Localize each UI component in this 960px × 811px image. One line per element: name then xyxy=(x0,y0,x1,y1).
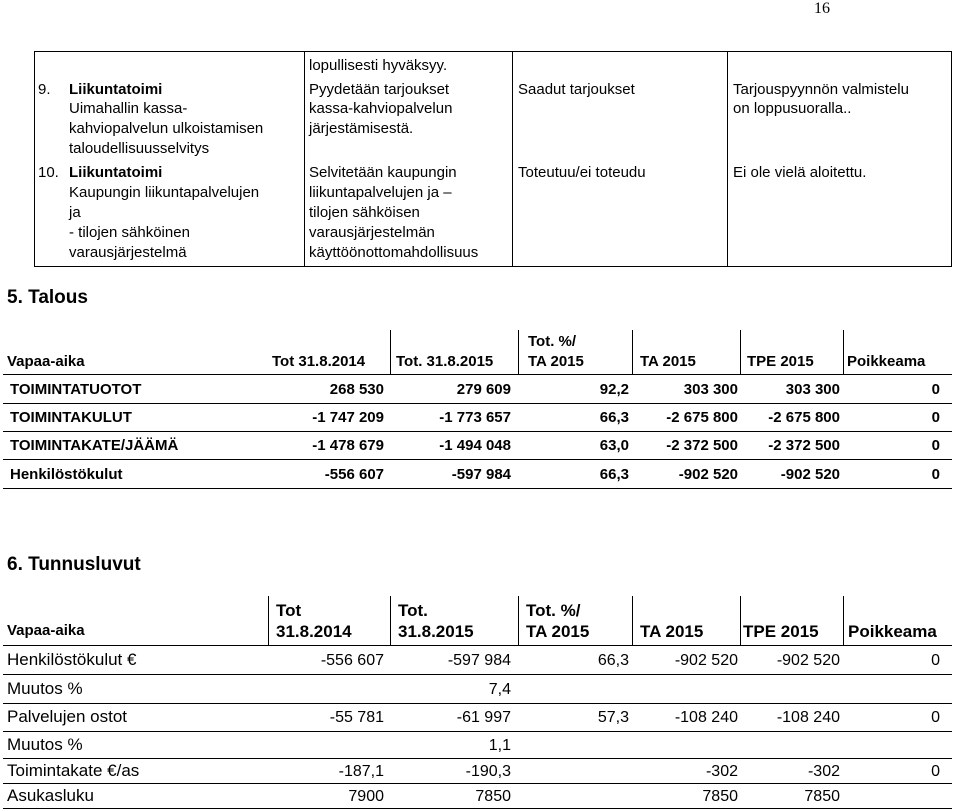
table-rule xyxy=(390,330,391,374)
column-header: TA 2015 xyxy=(640,622,704,641)
cell-value: 66,3 xyxy=(597,652,629,669)
table-rule xyxy=(3,645,952,646)
row-action: liikuntapalvelujen ja – xyxy=(309,184,452,201)
row-action: tilojen sähköisen xyxy=(309,204,420,221)
row-label: Asukasluku xyxy=(7,786,94,805)
cell-value: -1 478 679 xyxy=(312,437,384,454)
table-rule xyxy=(632,596,633,645)
cell-value: -55 781 xyxy=(329,709,384,726)
row-subject: - tilojen sähköinen xyxy=(69,224,190,241)
column-header: TA 2015 xyxy=(640,353,696,370)
table-rule xyxy=(843,596,844,645)
table-rule xyxy=(518,596,519,645)
table-rule xyxy=(632,330,633,374)
table-border xyxy=(34,51,35,267)
column-header: Tot. xyxy=(398,601,428,620)
row-status: Tarjouspyynnön valmistelu xyxy=(733,81,909,98)
table-border xyxy=(727,51,728,267)
table-rule xyxy=(3,703,952,704)
column-header: TA 2015 xyxy=(526,622,590,641)
column-header: Tot xyxy=(276,601,302,620)
row-label: Henkilöstökulut € xyxy=(7,650,137,669)
row-label: TOIMINTATUOTOT xyxy=(10,381,142,398)
table-rule xyxy=(3,431,952,432)
cell-value: 57,3 xyxy=(597,709,629,726)
row-number: 10. xyxy=(38,164,59,181)
table-border xyxy=(34,266,952,267)
cell-value: 63,0 xyxy=(599,437,629,454)
column-header: Vapaa-aika xyxy=(7,353,85,370)
row-label: Toimintakate €/as xyxy=(7,761,140,780)
section-title-talous: 5. Talous xyxy=(7,287,88,308)
cell-value: -902 520 xyxy=(678,466,738,483)
table-rule xyxy=(268,596,269,645)
cell-value: -597 984 xyxy=(447,652,511,669)
column-header: TA 2015 xyxy=(528,353,584,370)
table-rule xyxy=(518,330,519,374)
row-action: varausjärjestelmän xyxy=(309,224,435,241)
row-status: Ei ole vielä aloitettu. xyxy=(733,164,867,181)
column-header: Tot. %/ xyxy=(526,601,581,620)
cell-value: 0 xyxy=(931,709,940,726)
row-indicator: Saadut tarjoukset xyxy=(518,81,635,98)
row-label: Muutos % xyxy=(7,735,83,754)
cell-value: 66,3 xyxy=(599,466,629,483)
cell-value: 0 xyxy=(931,437,940,454)
row-indicator: Toteutuu/ei toteudu xyxy=(518,164,646,181)
table-rule xyxy=(3,808,952,809)
cell-value: -302 xyxy=(705,763,738,780)
table-border xyxy=(34,51,952,52)
row-action: Selvitetään kaupungin xyxy=(309,164,457,181)
row-action: kassa-kahviopalvelun xyxy=(309,100,453,117)
cell-value: 268 530 xyxy=(329,381,384,398)
section-title-tunnusluvut: 6. Tunnusluvut xyxy=(7,554,141,575)
column-header: Poikkeama xyxy=(848,622,937,641)
cell-value: -108 240 xyxy=(674,709,738,726)
row-subject: ja xyxy=(69,204,81,221)
table-rule xyxy=(3,783,952,784)
row-subject: Uimahallin kassa- xyxy=(69,100,188,117)
cell-value: -902 520 xyxy=(776,652,840,669)
row-label: Henkilöstökulut xyxy=(10,466,123,483)
row-label: Muutos % xyxy=(7,679,83,698)
table-rule xyxy=(3,731,952,732)
cell-value: -902 520 xyxy=(780,466,840,483)
cell-value: 7,4 xyxy=(488,681,511,698)
column-header: 31.8.2014 xyxy=(276,622,352,641)
row-status: on loppusuoralla.. xyxy=(733,100,852,117)
cell-value: 0 xyxy=(931,409,940,426)
cell-value: 7850 xyxy=(804,788,840,805)
row-label: TOIMINTAKULUT xyxy=(10,409,132,426)
table-rule xyxy=(3,488,952,489)
table-rule xyxy=(3,403,952,404)
cell-value: 1,1 xyxy=(488,737,511,754)
cell-value: -190,3 xyxy=(465,763,511,780)
cell-value: 92,2 xyxy=(599,381,629,398)
cell-value: -302 xyxy=(807,763,840,780)
cell-value: -556 607 xyxy=(324,466,384,483)
row-heading: Liikuntatoimi xyxy=(69,164,163,181)
table-rule xyxy=(740,330,741,374)
cell-value: -108 240 xyxy=(776,709,840,726)
table-border xyxy=(304,51,305,267)
column-header: 31.8.2015 xyxy=(398,622,474,641)
table-border xyxy=(951,51,952,267)
cell-value: 279 609 xyxy=(456,381,511,398)
carryover-text: lopullisesti hyväksyy. xyxy=(309,57,448,74)
cell-value: -61 997 xyxy=(456,709,511,726)
table-rule xyxy=(3,459,952,460)
row-subject: Kaupungin liikuntapalvelujen xyxy=(69,184,260,201)
row-action: järjestämisestä. xyxy=(309,120,414,137)
cell-value: -187,1 xyxy=(338,763,384,780)
table-border xyxy=(512,51,513,267)
row-action: käyttöönottomahdollisuus xyxy=(309,244,479,261)
cell-value: 303 300 xyxy=(785,381,840,398)
row-label: Palvelujen ostot xyxy=(7,707,128,726)
column-header: Vapaa-aika xyxy=(7,622,85,639)
cell-value: 303 300 xyxy=(683,381,738,398)
cell-value: -1 747 209 xyxy=(312,409,384,426)
cell-value: -2 372 500 xyxy=(666,437,738,454)
column-header: Poikkeama xyxy=(847,353,926,370)
row-label: TOIMINTAKATE/JÄÄMÄ xyxy=(10,437,179,454)
table-rule xyxy=(3,674,952,675)
column-header: TPE 2015 xyxy=(743,622,819,641)
column-header: Tot. 31.8.2015 xyxy=(396,353,494,370)
cell-value: 7900 xyxy=(348,788,384,805)
cell-value: 0 xyxy=(931,466,940,483)
cell-value: -902 520 xyxy=(674,652,738,669)
table-rule xyxy=(390,596,391,645)
row-heading: Liikuntatoimi xyxy=(69,81,163,98)
table-rule xyxy=(3,758,952,759)
cell-value: 0 xyxy=(931,652,940,669)
cell-value: -1 494 048 xyxy=(439,437,511,454)
cell-value: -556 607 xyxy=(320,652,384,669)
table-rule xyxy=(843,330,844,374)
cell-value: -1 773 657 xyxy=(439,409,511,426)
cell-value: -2 675 800 xyxy=(666,409,738,426)
row-number: 9. xyxy=(38,81,51,98)
cell-value: -2 372 500 xyxy=(768,437,840,454)
table-rule xyxy=(740,596,741,645)
row-subject: varausjärjestelmä xyxy=(69,244,187,261)
cell-value: -597 984 xyxy=(451,466,511,483)
cell-value: 7850 xyxy=(475,788,511,805)
column-header: Tot. %/ xyxy=(528,333,577,350)
cell-value: 7850 xyxy=(702,788,738,805)
table-rule xyxy=(3,374,952,375)
cell-value: 0 xyxy=(931,763,940,780)
row-subject: taloudellisuusselvitys xyxy=(69,140,210,157)
column-header: Tot 31.8.2014 xyxy=(272,353,366,370)
column-header: TPE 2015 xyxy=(747,353,814,370)
cell-value: 0 xyxy=(931,381,940,398)
page-number: 16 xyxy=(814,0,830,17)
cell-value: 66,3 xyxy=(599,409,629,426)
cell-value: -2 675 800 xyxy=(768,409,840,426)
row-action: Pyydetään tarjoukset xyxy=(309,81,450,98)
row-subject: kahviopalvelun ulkoistamisen xyxy=(69,120,264,137)
